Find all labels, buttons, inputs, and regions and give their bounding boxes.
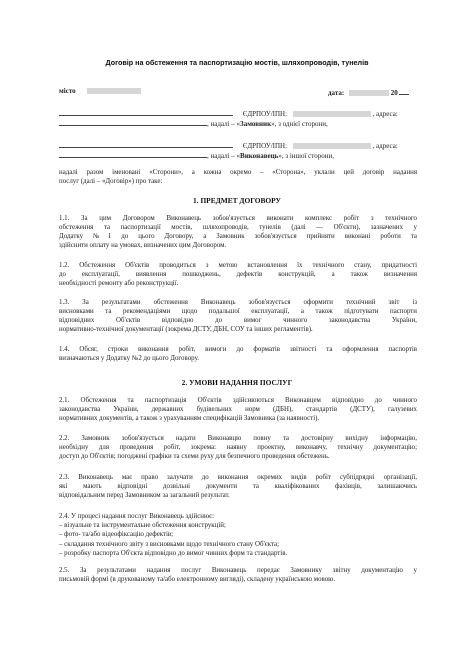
party2-address-label: , адреса: bbox=[372, 142, 398, 150]
paragraph-line: 2.3. Виконавець має право залучати до виконання окремих видів робіт субпідрядні організації, bbox=[59, 474, 417, 481]
date-label: дата: bbox=[328, 89, 345, 97]
date-year-blank[interactable] bbox=[399, 87, 409, 95]
date-field[interactable] bbox=[349, 90, 389, 96]
paragraph-line: законодавства України, державних будівельних норм (ДБН), стандартів (ДСТУ), галузевих bbox=[59, 406, 417, 413]
paragraph-2-4 bbox=[59, 512, 287, 558]
party2-code-field[interactable] bbox=[293, 143, 371, 149]
paragraph-line: висновками та рекомендаціями щодо подальшої експлуатації, а також підготувати паспорти bbox=[59, 308, 417, 315]
list-item: – складання технічного звіту з висновками щодо технічного стану Об'єкта; bbox=[59, 540, 279, 548]
paragraph-line: які мають відповідні дозвільні документи та кваліфікованих фахівців, залишаючись bbox=[59, 483, 417, 490]
paragraph-line: Додатку №1 до цього Договору, а Замовник зобов'язується прийняти виконані роботи та bbox=[59, 233, 417, 240]
paragraph-line: нормативних документів, а також з урахуванням специфікацій Замовника (за наявності). bbox=[59, 415, 320, 422]
document-title: Договір на обстеження та паспортизацію мостів, шляхопроводів, тунелів bbox=[105, 58, 369, 67]
paragraph-line: обстеження та паспортизації мостів, шляхопроводів, тунелів (далі — Об'єкти), зазначених у bbox=[59, 224, 417, 231]
paragraph-line: 1.2. Обстеження Об'єктів проводиться з метою встановлення їх технічного стану, придатності bbox=[59, 262, 417, 269]
paragraph-line: письмовій формі (в друкованому та/або електронному вигляді), складену українською мовою. bbox=[59, 576, 336, 583]
paragraph-1-2 bbox=[59, 261, 417, 288]
paragraph-2-2 bbox=[59, 434, 417, 461]
party2-line2 bbox=[59, 150, 334, 161]
paragraph-1-1 bbox=[59, 214, 417, 250]
intro-line: послуг (далі – «Договір») про таке: bbox=[59, 178, 163, 185]
paragraph-line: 2.5. За результатами надання послуг Виконавець передає Замовнику звітну документацію у bbox=[59, 567, 417, 574]
party1-line2 bbox=[59, 118, 328, 129]
paragraph-line: 1.4. Обсяг, строки виконання робіт, вимоги до форматів звітності та оформлення паспортів bbox=[59, 346, 417, 353]
paragraph-line: 2.1. Обстеження та паспортизація Об'єктів здійснюються Виконавцем відповідно до чинного bbox=[59, 397, 417, 404]
date-line bbox=[328, 87, 409, 98]
date-year: 20 bbox=[390, 89, 398, 97]
list-item: – фото- та/або відеофіксацію дефектів; bbox=[59, 531, 174, 539]
party2-address-field[interactable] bbox=[59, 150, 207, 158]
paragraph-line: нормативно-технічної документації (зокрема ДСТУ, ДБН, СОУ та інших регламентів). bbox=[59, 326, 313, 333]
list-item: – розробку паспорта Об'єкта відповідно до вимог чинних форм та стандартів. bbox=[59, 549, 288, 557]
place-line bbox=[59, 87, 141, 96]
party2-role-prefix: , надалі – « bbox=[207, 152, 241, 160]
party1-role: Замовник bbox=[240, 120, 272, 128]
intro-line: надалі разом іменовані «Сторони», а кожна окремо – «Сторона», уклали цей договір надання bbox=[59, 169, 417, 176]
paragraph-line: визначаються у Додатку №2 до цього Договору. bbox=[59, 355, 199, 362]
section-2-title: 2. УМОВИ НАДАННЯ ПОСЛУГ bbox=[181, 378, 293, 387]
party2-name-field[interactable] bbox=[59, 140, 233, 148]
section-1-title: 1. ПРЕДМЕТ ДОГОВОРУ bbox=[193, 196, 281, 205]
paragraph-1-3 bbox=[59, 298, 417, 334]
paragraph-line: відповідальним перед Замовником за загальний результат. bbox=[59, 492, 230, 499]
paragraph-1-4 bbox=[59, 345, 417, 363]
place-field[interactable] bbox=[87, 88, 141, 94]
party2-code-label: ЄДРПОУ/ІПН: bbox=[242, 142, 288, 150]
party1-code-field[interactable] bbox=[293, 111, 371, 117]
paragraph-line: до експлуатації, виявлення пошкоджень, дефектів конструкцій, а також визначення bbox=[59, 271, 417, 278]
paragraph-2-4-head: 2.4. У процесі надання послуг Виконавець здійснює: bbox=[59, 513, 214, 520]
paragraph-line: відповідних Об'єктів відповідно до вимог чинного законодавства України, bbox=[59, 317, 417, 324]
party1-address-field[interactable] bbox=[59, 118, 207, 126]
party2-role: Виконавець bbox=[240, 152, 279, 160]
paragraph-line: необхідності ремонту або реконструкції. bbox=[59, 280, 179, 287]
paragraph-2-3 bbox=[59, 473, 417, 500]
paragraph-line: 1.1. За цим Договором Виконавець зобов'язується виконати комплекс робіт з технічного bbox=[59, 215, 417, 222]
paragraph-line: здійснити оплату на умовах, визначених цим Договором. bbox=[59, 242, 227, 249]
paragraph-line: доступ до Об'єктів; погоджені графіки та схеми руху для безпечного проведення обстежень. bbox=[59, 453, 330, 460]
party2-role-suffix: », з іншої сторони, bbox=[278, 152, 334, 160]
paragraph-line: 2.2. Замовник зобов'язується надати Виконавцю повну та достовірну вихідну інформацію, bbox=[59, 435, 417, 442]
party1-address-label: , адреса: bbox=[372, 110, 398, 118]
paragraph-2-1 bbox=[59, 396, 417, 423]
party1-code-label: ЄДРПОУ/ІПН: bbox=[242, 110, 288, 118]
party1-role-suffix: », з однієї сторони, bbox=[271, 120, 328, 128]
list-item: – візуальне та інструментальне обстеження конструкцій; bbox=[59, 522, 226, 530]
place-label: місто bbox=[59, 87, 76, 95]
paragraph-line: 1.3. За результатами обстеження Виконавець зобов'язується оформити технічний звіт із bbox=[59, 299, 417, 306]
paragraph-line: необхідну для проведення робіт, зокрема: наявну проектну, виконавчу, технічну документацію; bbox=[59, 444, 417, 451]
paragraph-2-5 bbox=[59, 566, 417, 584]
intro-paragraph bbox=[59, 168, 417, 186]
party1-name-field[interactable] bbox=[59, 108, 233, 116]
party1-role-prefix: , надалі – « bbox=[207, 120, 241, 128]
